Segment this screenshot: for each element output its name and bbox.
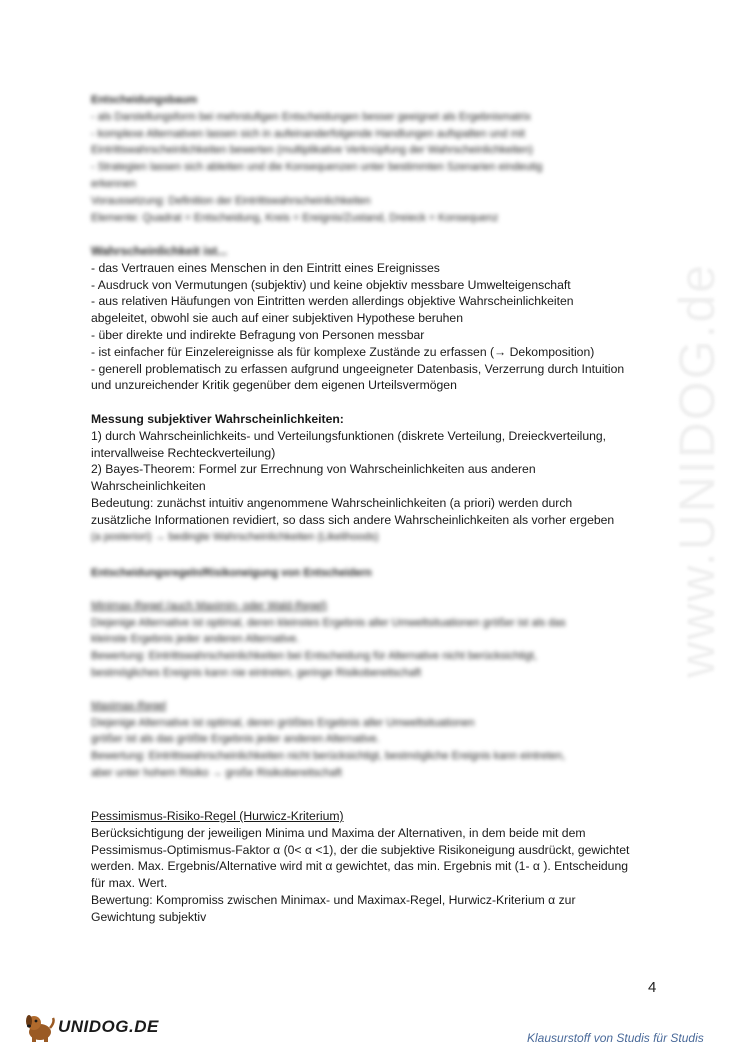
section-heading: Messung subjektiver Wahrscheinlichkeiten: xyxy=(91,412,344,426)
text-line: werden. Max. Ergebnis/Alternative wird mit α gewichtet, das min. Ergebnis mit (1- α ). Entscheidung xyxy=(91,859,629,874)
text-line: - über direkte und indirekte Befragung von Personen messbar xyxy=(91,327,425,342)
measurement-section xyxy=(91,411,666,545)
text-line: - ist einfacher für Einzelereignisse als für komplexe Zustände zu erfassen (→ Dekomposition) xyxy=(91,344,595,359)
watermark-text: www.UNIDOG.de xyxy=(668,262,725,678)
text-line: erkennen xyxy=(91,177,137,190)
text-line: zusätzliche Informationen revidiert, so dass sich andere Wahrscheinlichkeiten als vorher ergeben xyxy=(91,512,615,527)
rule-title-hurwicz: Pessimismus-Risiko-Regel (Hurwicz-Kriterium) xyxy=(91,809,344,823)
blurred-intro-section xyxy=(91,92,666,226)
watermark xyxy=(662,170,732,770)
probability-section xyxy=(91,243,666,394)
text-line: und unzureichender Kritik gegenüber dem eigenen Urteilsvermögen xyxy=(91,378,457,393)
text-line: Bewertung: Kompromiss zwischen Minimax- und Maximax-Regel, Hurwicz-Kriterium α zur xyxy=(91,892,576,907)
text-line: Diejenige Alternative ist optimal, deren größtes Ergebnis aller Umweltsituationen xyxy=(91,716,475,729)
text-line: - aus relativen Häufungen von Eintritten werden allerdings objektive Wahrscheinlichkeiten xyxy=(91,294,574,309)
text-line: 2) Bayes-Theorem: Formel zur Errechnung von Wahrscheinlichkeiten aus anderen xyxy=(91,462,536,477)
text-line-blurred: (a posteriori) → bedingte Wahrscheinlichkeiten (Likelihoods) xyxy=(91,530,379,543)
text-line: - das Vertrauen eines Menschen in den Eintritt eines Ereignisses xyxy=(91,260,440,275)
footer-tagline: Klausurstoff von Studis für Studis xyxy=(527,1031,704,1045)
text-line: größer ist als das größte Ergebnis jeder anderen Alternative. xyxy=(91,733,380,746)
text-line: abgeleitet, obwohl sie auch auf einer subjektiven Hypothese beruhen xyxy=(91,311,463,326)
text-line: Bewertung: Eintrittswahrscheinlichkeiten bei Entscheidung für Alternative nicht berücksichtigt, xyxy=(91,650,537,663)
section-heading: Entscheidungsregeln/Risikoneigung von Entscheidern xyxy=(91,567,372,579)
rule-title-minimax: Minimax-Regel (auch Maximin- oder Wald-Regel) xyxy=(91,599,328,612)
text-line: - als Darstellungsform bei mehrstufigen Entscheidungen besser geeignet als Ergebnismatrix xyxy=(91,110,531,123)
text-line: - generell problematisch zu erfassen aufgrund ungeeigneter Datenbasis, Verzerrung durch Intuition xyxy=(91,361,625,376)
hurwicz-section xyxy=(91,808,666,926)
page-number: 4 xyxy=(648,979,657,996)
rule-title-maximax: Maximax-Regel xyxy=(91,699,166,712)
text-line: Eintrittswahrscheinlichkeiten bewerten (multiplikative Verknüpfung der Wahrscheinlichkeiten) xyxy=(91,144,533,157)
footer-logo[interactable] xyxy=(22,1010,162,1044)
text-line: Pessimismus-Optimismus-Faktor α (0< α <1), der die subjektive Risikoneigung ausdrückt, gewichtet xyxy=(91,842,630,857)
text-line: aber unter hohem Risiko → große Risikobereitschaft xyxy=(91,766,342,779)
dog-logo-icon xyxy=(22,1010,56,1044)
text-line: Bewertung: Eintrittswahrscheinlichkeiten nicht berücksichtigt, bestmögliche Ereignis kann eintreten, xyxy=(91,750,566,763)
text-line: 1) durch Wahrscheinlichkeits- und Verteilungsfunktionen (diskrete Verteilung, Dreieckverteilung, xyxy=(91,428,607,443)
text-line: - komplexe Alternativen lassen sich in aufeinanderfolgende Handlungen aufspalten und mit xyxy=(91,127,525,140)
text-line: kleinste Ergebnis jeder anderen Alternative. xyxy=(91,633,300,646)
text-line: Wahrscheinlichkeiten xyxy=(91,479,206,494)
text-line: intervallweise Rechteckverteilung) xyxy=(91,445,276,460)
section-heading: Wahrscheinlichkeit ist... xyxy=(91,244,228,258)
section-heading: Entscheidungsbaum xyxy=(91,94,198,106)
text-line: - Ausdruck von Vermutungen (subjektiv) und keine objektiv messbare Umwelteigenschaft xyxy=(91,277,571,292)
text-line: Diejenige Alternative ist optimal, deren kleinstes Ergebnis aller Umweltsituationen größer ist als das xyxy=(91,616,566,629)
text-line: Elemente: Quadrat = Entscheidung, Kreis = Ereignis/Zustand, Dreieck = Konsequenz xyxy=(91,211,499,224)
text-line: - Strategien lassen sich ableiten und die Konsequenzen unter bestimmten Szenarien eindeutig xyxy=(91,161,543,174)
text-line: für max. Wert. xyxy=(91,876,168,891)
blurred-rules-section xyxy=(91,565,666,782)
text-line: Voraussetzung: Definition der Eintrittswahrscheinlichkeiten xyxy=(91,194,371,207)
text-line: Gewichtung subjektiv xyxy=(91,909,207,924)
logo-text: UNIDOG.DE xyxy=(58,1016,159,1036)
text-line: Berücksichtigung der jeweiligen Minima und Maxima der Alternativen, in dem beide mit dem xyxy=(91,825,586,840)
text-line: bestmögliches Ereignis kann nie eintreten, geringe Risikobereitschaft xyxy=(91,666,422,679)
text-line: Bedeutung: zunächst intuitiv angenommene Wahrscheinlichkeiten (a priori) werden durch xyxy=(91,495,573,510)
